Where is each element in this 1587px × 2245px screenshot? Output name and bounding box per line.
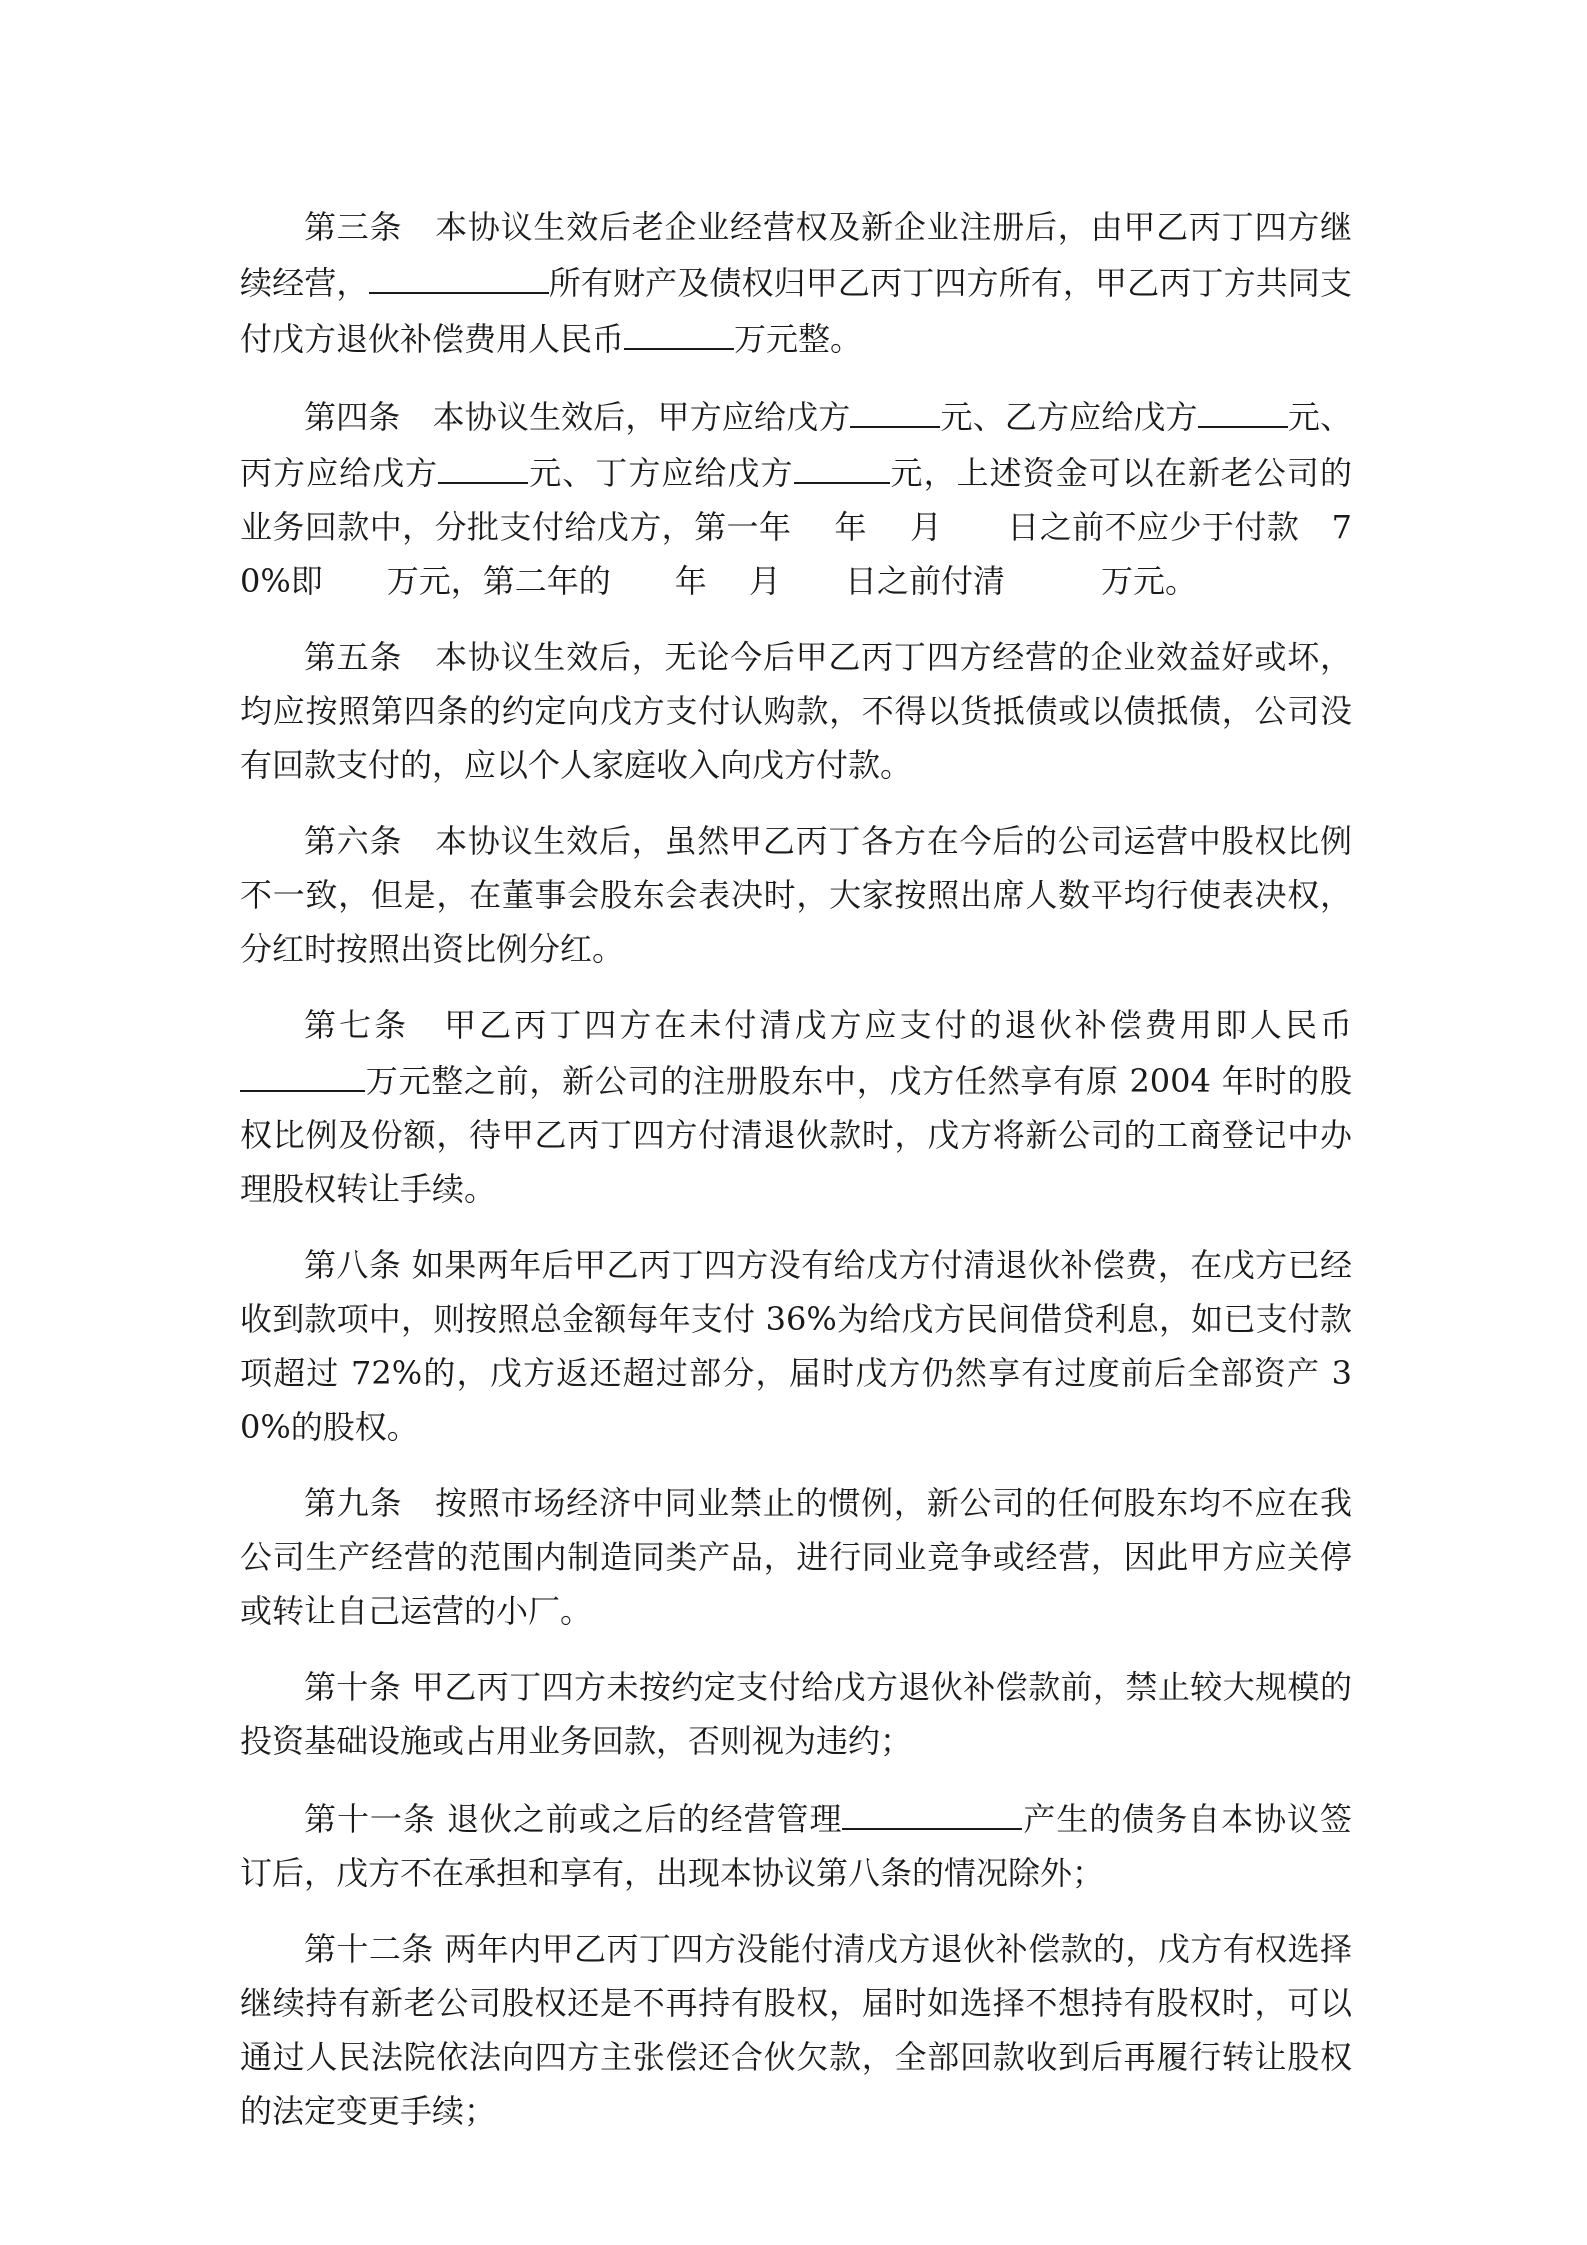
- clause-text: 元，上述资金可以在新老公司的业务回款中，分批支付给戊方，第一年 年 月 日之前不应少于付款 70%即 万元，第二年的 年 月 日之前付清 万元。: [240, 454, 1352, 600]
- clause-text: 元、丁方应给戊方: [528, 454, 794, 492]
- fill-in-blank: [369, 254, 549, 294]
- clause-article-10: [240, 1660, 1352, 1768]
- clause-text: 万元整之前，新公司的注册股东中，戊方任然享有原 2004 年时的股权比例及份额，待甲乙丙丁四方付清退伙款时，戊方将新公司的工商登记中办理股权转让手续。: [240, 1062, 1352, 1208]
- clause-text: 元、乙方应给戊方: [940, 398, 1198, 436]
- clause-article-6: [240, 814, 1352, 976]
- clause-text: 产生的债务自本协议签订后，戊方不在承担和享有，出现本协议第八条的情况除外；: [240, 1800, 1352, 1892]
- clause-article-3: [240, 200, 1352, 366]
- clause-article-7: [240, 998, 1352, 1216]
- clause-article-4: [240, 388, 1352, 608]
- clause-article-12: [240, 1922, 1352, 2138]
- clause-text: 第四条 本协议生效后，甲方应给戊方: [304, 398, 851, 436]
- clause-text: 第九条 按照市场经济中同业禁止的惯例，新公司的任何股东均不应在我公司生产经营的范围内制造同类产品，进行同业竞争或经营，因此甲方应关停或转让自己运营的小厂。: [240, 1484, 1352, 1630]
- clause-text: 第六条 本协议生效后，虽然甲乙丙丁各方在今后的公司运营中股权比例不一致，但是，在董事会股东会表决时，大家按照出席人数平均行使表决权，分红时按照出资比例分红。: [240, 822, 1352, 968]
- fill-in-blank: [1198, 388, 1288, 428]
- fill-in-blank: [438, 444, 528, 484]
- clause-text: 所有财产及债权归甲乙丙丁四方所有，甲乙丙丁方共同支付戊方退伙补偿费用人民币: [240, 264, 1352, 358]
- clause-article-5: [240, 630, 1352, 792]
- clause-text: 第八条 如果两年后甲乙丙丁四方没有给戊方付清退伙补偿费，在戊方已经收到款项中，则按照总金额每年支付 36%为给戊方民间借贷利息，如已支付款项超过 72%的，戊方返还超过部分，届时戊方仍然享有过度前后全部资产 30%的股权。: [240, 1246, 1352, 1446]
- clause-article-11: [240, 1790, 1352, 1900]
- clause-text: 第七条 甲乙丙丁四方在未付清戊方应支付的退伙补偿费用即人民币: [304, 1006, 1352, 1044]
- clause-article-9: [240, 1476, 1352, 1638]
- clause-text: 万元整。: [734, 320, 863, 358]
- clause-text: 第十二条 两年内甲乙丙丁四方没能付清戊方退伙补偿款的，戊方有权选择继续持有新老公司股权还是不再持有股权，届时如选择不想持有股权时，可以通过人民法院依法向四方主张偿还合伙欠款，全部回款收到后再履行转让股权的法定变更手续；: [240, 1930, 1352, 2130]
- clause-text: 第十一条 退伙之前或之后的经营管理: [304, 1800, 843, 1838]
- fill-in-blank: [624, 310, 734, 350]
- clause-article-8: [240, 1238, 1352, 1454]
- document-page: [240, 200, 1352, 2160]
- clause-text: 元、丙方应给戊方: [240, 398, 1352, 492]
- fill-in-blank: [794, 444, 890, 484]
- clause-text: 第五条 本协议生效后，无论今后甲乙丙丁四方经营的企业效益好或坏，均应按照第四条的约定向戊方支付认购款，不得以货抵债或以债抵债，公司没有回款支付的，应以个人家庭收入向戊方付款。: [240, 638, 1352, 784]
- clause-text: 第十条 甲乙丙丁四方未按约定支付给戊方退伙补偿款前，禁止较大规模的投资基础设施或占用业务回款，否则视为违约；: [240, 1668, 1352, 1760]
- fill-in-blank: [240, 1052, 365, 1092]
- fill-in-blank: [842, 1790, 1022, 1830]
- fill-in-blank: [850, 388, 940, 428]
- clause-text: 第三条 本协议生效后老企业经营权及新企业注册后，由甲乙丙丁四方继续经营，: [240, 208, 1352, 302]
